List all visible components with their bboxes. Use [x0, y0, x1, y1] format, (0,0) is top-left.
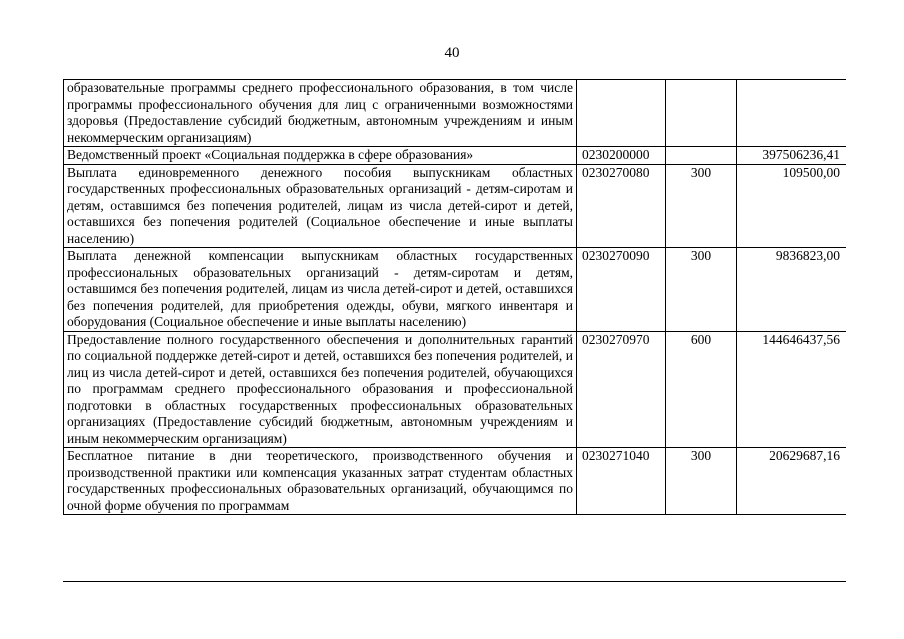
row-expense-type: [666, 147, 737, 165]
row-amount: 109500,00: [737, 164, 847, 248]
row-target-code: 0230270080: [577, 164, 666, 248]
row-expense-type: [666, 80, 737, 147]
row-target-code: [577, 80, 666, 147]
budget-table-container: [63, 79, 846, 581]
table-row: [64, 147, 847, 165]
row-target-code: 0230200000: [577, 147, 666, 165]
table-row: [64, 248, 847, 332]
row-description: Предоставление полного государственного обеспечения и дополнительных гарантий по социальной поддержке детей-сирот и детей, оставшихся без попечения родителей, и лиц из числа детей-сирот и детей, оставшихся без попечения родителей, обучающихся по программам среднего профессионального образования и профессиональной подготовки в областных государственных профессиональных образовательных организациях (Предоставление субсидий бюджетным, автономным учреждениям и иным некоммерческим организациям): [64, 331, 577, 448]
row-description: Выплата единовременного денежного пособия выпускникам областных государственных профессиональных образовательных организаций - детям-сиротам и детям, оставшимся без попечения родителей, лицам из числа детей-сирот и детей, оставшихся без попечения родителей (Социальное обеспечение и иные выплаты населению): [64, 164, 577, 248]
row-expense-type: 300: [666, 448, 737, 515]
page-number: 40: [444, 45, 460, 61]
table-row: [64, 448, 847, 515]
row-description: Выплата денежной компенсации выпускникам областных государственных профессиональных образовательных организаций - детям-сиротам и детям, оставшимся без попечения родителей, лицам из числа детей-сирот и детей, оставшихся без попечения родителей, для приобретения одежды, обуви, мягкого инвентаря и оборудования (Социальное обеспечение и иные выплаты населению): [64, 248, 577, 332]
row-expense-type: 300: [666, 248, 737, 332]
row-description: Бесплатное питание в дни теоретического, производственного обучения и производственной практики или компенсация указанных затрат студентам областных государственных профессиональных образовательных организаций, обучающимся по очной форме обучения по программам: [64, 448, 577, 515]
row-expense-type: 300: [666, 164, 737, 248]
row-target-code: 0230271040: [577, 448, 666, 515]
row-expense-type: 600: [666, 331, 737, 448]
row-target-code: 0230270090: [577, 248, 666, 332]
row-target-code: 0230270970: [577, 331, 666, 448]
budget-table: [63, 79, 846, 515]
table-row: [64, 80, 847, 147]
row-amount: 397506236,41: [737, 147, 847, 165]
row-description: Ведомственный проект «Социальная поддержка в сфере образования»: [64, 147, 577, 165]
row-amount: [737, 80, 847, 147]
table-row: [64, 164, 847, 248]
row-amount: 144646437,56: [737, 331, 847, 448]
row-amount: 20629687,16: [737, 448, 847, 515]
row-amount: 9836823,00: [737, 248, 847, 332]
table-row: [64, 331, 847, 448]
row-description: образовательные программы среднего профессионального образования, в том числе программы профессионального обучения для лиц с ограниченными возможностями здоровья (Предоставление субсидий бюджетным, автономным учреждениям и иным некоммерческим организациям): [64, 80, 577, 147]
table-bottom-border: [63, 581, 846, 582]
